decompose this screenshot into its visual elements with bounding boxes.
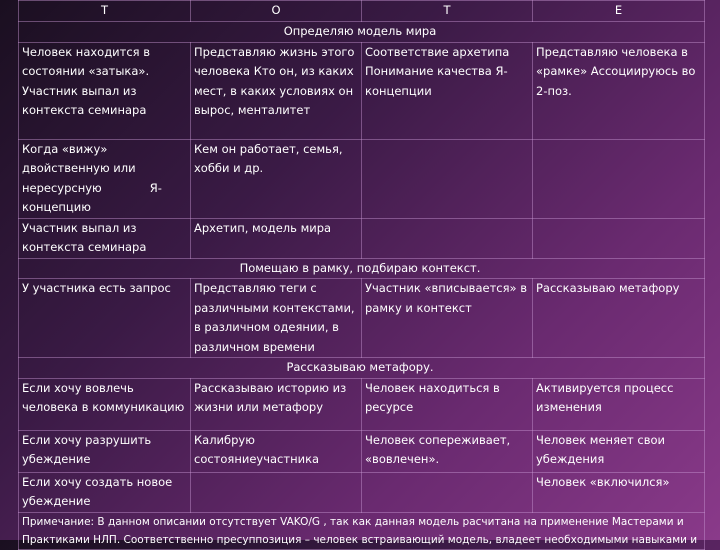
header-cell-o: О: [191, 1, 362, 22]
header-row: [19, 1, 705, 22]
cell-result: Активируется процесс изменения: [533, 378, 705, 430]
cell-test: Соответствие архетипа Понимание качества Я-концепции: [362, 42, 533, 139]
cell-result: Рассказываю метафору: [533, 279, 705, 358]
table-row: [19, 430, 705, 472]
header-cell-e: Е: [533, 1, 705, 22]
cell-condition: У участника есть запрос: [19, 279, 191, 358]
cell-condition: [19, 139, 191, 218]
cell-result: Представляю человека в «рамке» Ассоциируюсь во 2-поз.: [533, 42, 705, 139]
table-row: [19, 42, 705, 139]
cell-test: [362, 218, 533, 258]
cell-text-part: Когда «вижу» двойственную или нересурсную: [22, 141, 136, 195]
table-row: [19, 472, 705, 512]
cell-condition: Если хочу вовлечь человека в коммуникацию: [19, 378, 191, 430]
header-cell-t1: Т: [19, 1, 191, 22]
cell-action: Архетип, модель мира: [191, 218, 362, 258]
section-row-metaphor: [19, 358, 705, 379]
cell-text-part: Я-: [149, 180, 162, 195]
footnote-text: Примечание: В данном описании отсутствует VAKO/G , так как данная модель расчитана на применение Мастерами и Практиками НЛП. Соответственно пресуппозиция – человек встраивающий модель, владеет необходимыми навыками и: [19, 512, 705, 549]
cell-action: Рассказываю историю из жизни или метафору: [191, 378, 362, 430]
table-row: [19, 378, 705, 430]
cell-condition: Человек находится в состоянии «затыка». Участник выпал из контекста семинара: [19, 42, 191, 139]
cell-text-part: концепцию: [22, 200, 91, 214]
cell-test: Участник «вписывается» в рамку и контекст: [362, 279, 533, 358]
header-cell-t2: Т: [362, 1, 533, 22]
cell-condition: Участник выпал из контекста семинара: [19, 218, 191, 258]
cell-test: Человек находиться в ресурсе: [362, 378, 533, 430]
cell-result: Человек «включился»: [533, 472, 705, 512]
cell-condition: Если хочу разрушить убеждение: [19, 430, 191, 472]
cell-action: Кем он работает, семья, хобби и др.: [191, 139, 362, 218]
cell-result: [533, 139, 705, 218]
cell-test: [362, 139, 533, 218]
table-row: [19, 139, 705, 218]
section-row-frame: [19, 258, 705, 279]
cell-action: Представляю теги с различными контекстами, в различном одеянии, в различном времени: [191, 279, 362, 358]
cell-action: Представляю жизнь этого человека Кто он, из каких мест, в каких условиях он вырос, менталитет: [191, 42, 362, 139]
cell-action: Калибрую состояниеучастника: [191, 430, 362, 472]
table-row: [19, 218, 705, 258]
cell-test: Человек сопереживает, «вовлечен».: [362, 430, 533, 472]
section-title-frame: Помещаю в рамку, подбираю контекст.: [19, 258, 705, 279]
cell-result: [533, 218, 705, 258]
note-row: [19, 512, 705, 549]
cell-action: [191, 472, 362, 512]
cell-result: Человек меняет свои убеждения: [533, 430, 705, 472]
cell-test: [362, 472, 533, 512]
section-title-metaphor: Рассказываю метафору.: [19, 358, 705, 379]
table-row: [19, 279, 705, 358]
section-title-model: Определяю модель мира: [19, 22, 705, 43]
cell-condition: Если хочу создать новое убеждение: [19, 472, 191, 512]
model-table: [18, 0, 705, 550]
section-row-model: [19, 22, 705, 43]
